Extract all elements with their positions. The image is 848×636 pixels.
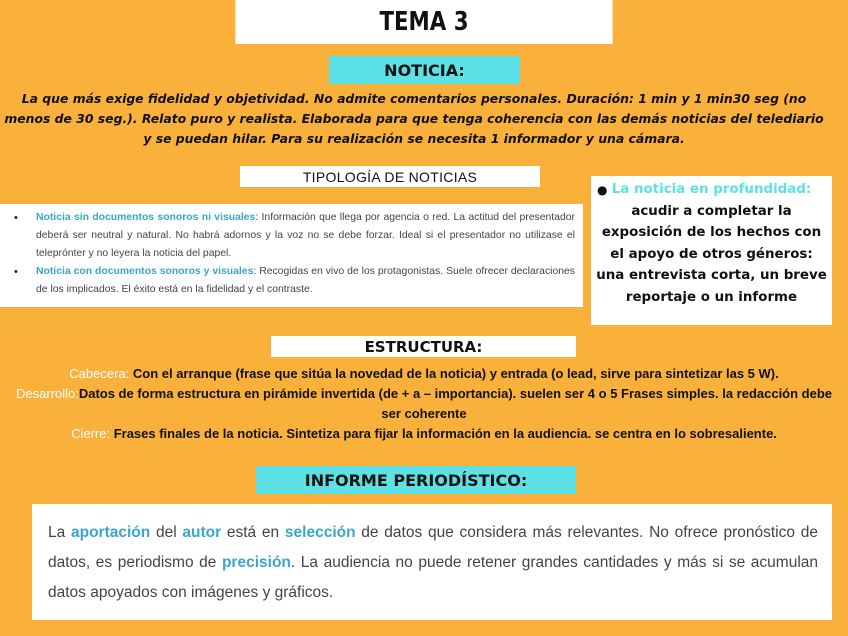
cabecera-label: Cabecera: <box>69 366 133 381</box>
informe-text-1: La <box>48 524 71 541</box>
informe-keyword-autor: autor <box>182 524 222 541</box>
informe-keyword-aportacion: aportación <box>70 524 151 541</box>
informe-text-3: está en <box>221 524 285 541</box>
list-item <box>14 209 575 263</box>
estructura-heading: ESTRUCTURA: <box>271 336 576 357</box>
profundidad-label: La noticia en profundidad: <box>611 182 812 197</box>
tipo-sin-documentos-text: : Información que llega por agencia o red. La actitud del presentador deberá ser neutral y natural. No habrá adornos y la voz no se debe forzar. Ideal si el presentador no utilizase el teleprónter y no leyera la noticia del papel. <box>36 212 575 259</box>
estructura-cabecera <box>8 364 840 384</box>
desarrollo-text: Datos de forma estructura en pirámide invertida (de + a – importancia). suelen ser 4 o 5 Frases simples. la redacción debe ser coherente <box>78 386 833 421</box>
profundidad-box <box>591 176 832 325</box>
estructura-desarrollo <box>8 384 840 424</box>
noticia-description: La que más exige fidelidad y objetividad. No admite comentarios personales. Duración: 1 min y 1 min30 seg (no menos de 30 seg.). Relato puro y realista. Elaborada para que tenga coherencia con las demás noticias del telediario y se puedan hilar. Para su realización se necesita 1 informador y una cámara. <box>4 91 824 146</box>
informe-heading: INFORME PERIODÍSTICO: <box>256 466 576 494</box>
informe-text-5: . La audiencia no puede retener grandes cantidades y más si se acumulan datos apoyados con imágenes y gráficos. <box>48 554 818 601</box>
profundidad-text: acudir a completar la exposición de los hechos con el apoyo de otros géneros: una entrevista corta, un breve reportaje o un informe <box>596 203 827 305</box>
informe-text-2: del <box>150 524 183 541</box>
informe-keyword-seleccion: selección <box>284 524 356 541</box>
cierre-text: Frases finales de la noticia. Sintetiza para fijar la información en la audiencia. se centra en lo sobresaliente. <box>113 426 777 441</box>
tipologia-list <box>0 204 583 307</box>
tipologia-heading: TIPOLOGÍA DE NOTICIAS <box>240 166 540 187</box>
bullet-icon: • <box>14 266 18 278</box>
cabecera-text: Con el arranque (frase que sitúa la novedad de la noticia) y entrada (o lead, sirve para sintetizar las 5 W). <box>132 366 779 381</box>
tipo-con-documentos-label: Noticia con documentos sonoros y visuales <box>36 266 254 277</box>
informe-keyword-precision: precisión <box>221 554 291 571</box>
estructura-cierre <box>8 424 840 444</box>
tipo-con-documentos-text: : Recogidas en vivo de los protagonistas. Suele ofrecer declaraciones de los implicados. El éxito está en la fidelidad y el contraste. <box>36 266 575 295</box>
cierre-label: Cierre: <box>71 426 114 441</box>
bullet-icon: ● <box>597 183 608 197</box>
list-item <box>14 263 575 299</box>
informe-text-4: de datos que considera más relevantes. No ofrece pronóstico de datos, es periodismo de <box>48 524 818 571</box>
noticia-heading: NOTICIA: <box>329 56 520 84</box>
desarrollo-label: Desarrollo: <box>15 386 79 401</box>
tipo-sin-documentos-label: Noticia sin documentos sonoros ni visuales <box>36 212 256 223</box>
page-title: TEMA 3 <box>235 0 612 44</box>
informe-description <box>32 504 832 620</box>
estructura-body <box>8 364 840 444</box>
bullet-icon: • <box>14 212 18 224</box>
